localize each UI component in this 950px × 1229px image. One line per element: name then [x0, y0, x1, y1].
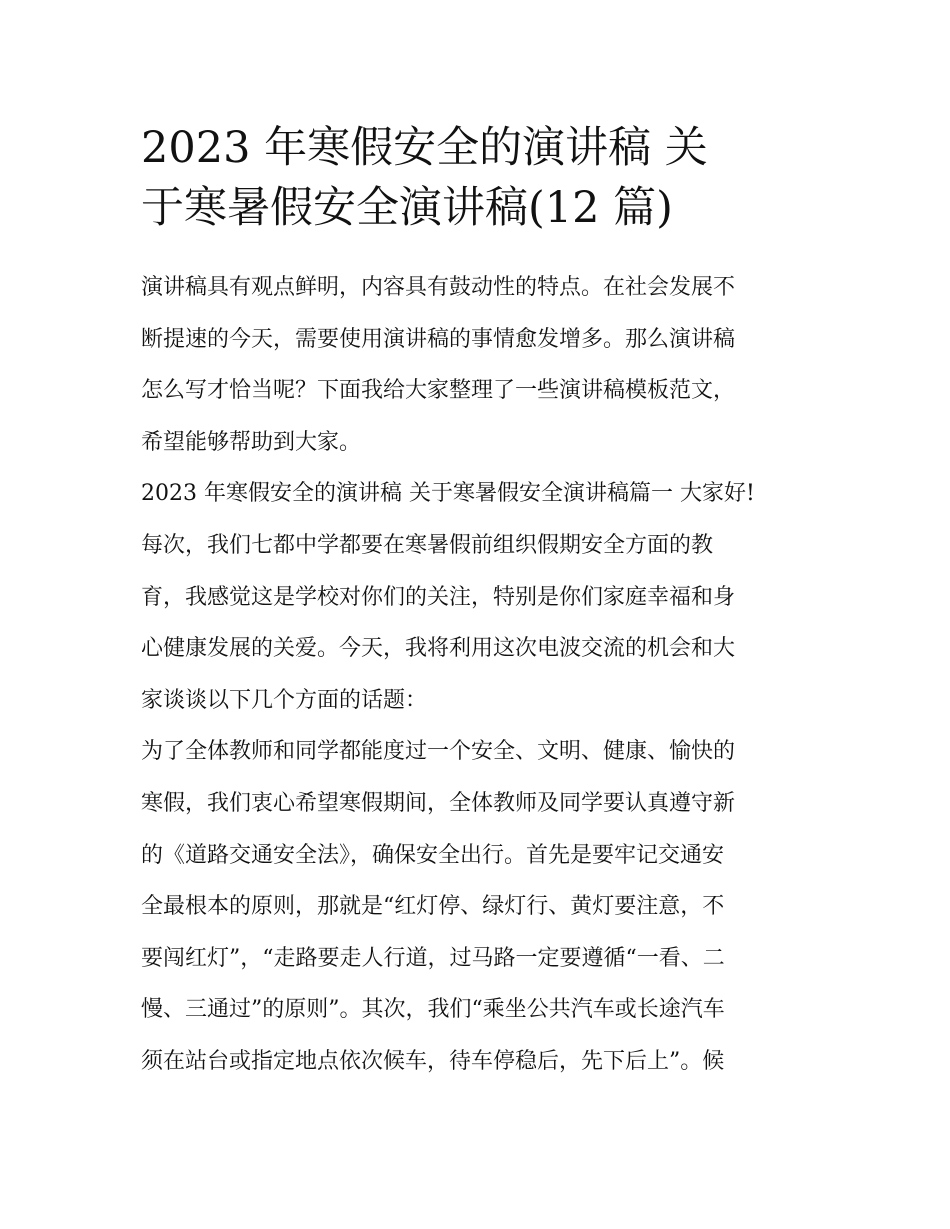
text-line: 心健康发展的关爱。今天，我将利用这次电波交流的机会和大	[141, 636, 736, 662]
text-line: 希望能够帮助到大家。	[141, 429, 362, 455]
title-line-1: 2023 年寒假安全的演讲稿 关	[141, 123, 708, 173]
text-line: 为了全体教师和同学都能度过一个安全、文明、健康、愉快的	[141, 739, 736, 765]
text-line: 演讲稿具有观点鲜明，内容具有鼓动性的特点。在社会发展不	[141, 275, 736, 300]
text-line: 慢、三通过”的原则”。其次，我们“乘坐公共汽车或长途汽车	[141, 997, 725, 1023]
text-line: 怎么写才恰当呢？下面我给大家整理了一些演讲稿模板范文，	[141, 378, 736, 404]
text-line: 须在站台或指定地点依次候车，待车停稳后，先下后上”。候	[141, 1048, 725, 1074]
document-page	[141, 118, 811, 1088]
text-line: 每次，我们七都中学都要在寒暑假前组织假期安全方面的教	[141, 532, 714, 558]
text-line: 寒假，我们衷心希望寒假期间，全体教师及同学要认真遵守新	[141, 790, 736, 816]
text-line: 要闯红灯”，“走路要走人行道，过马路一定要遵循“一看、二	[141, 945, 725, 971]
text-line: 育，我感觉这是学校对你们的关注，特别是你们家庭幸福和身	[141, 584, 736, 610]
title-line-2: 于寒暑假安全演讲稿(12 篇)	[141, 183, 673, 233]
text-line: 的《道路交通安全法》，确保安全出行。首先是要牢记交通安	[141, 842, 725, 868]
text-line: 全最根本的原则，那就是“红灯停、绿灯行、黄灯要注意，不	[141, 894, 725, 920]
paragraph-speech-one	[141, 468, 811, 726]
paragraph-intro	[141, 262, 811, 468]
text-line: 2023 年寒假安全的演讲稿 关于寒暑假安全演讲稿篇一 大家好!	[141, 481, 755, 507]
text-line: 家谈谈以下几个方面的话题：	[141, 687, 428, 713]
paragraph-traffic-safety	[141, 726, 811, 1087]
document-title	[141, 118, 811, 238]
text-line: 断提速的今天，需要使用演讲稿的事情愈发增多。那么演讲稿	[141, 326, 736, 352]
